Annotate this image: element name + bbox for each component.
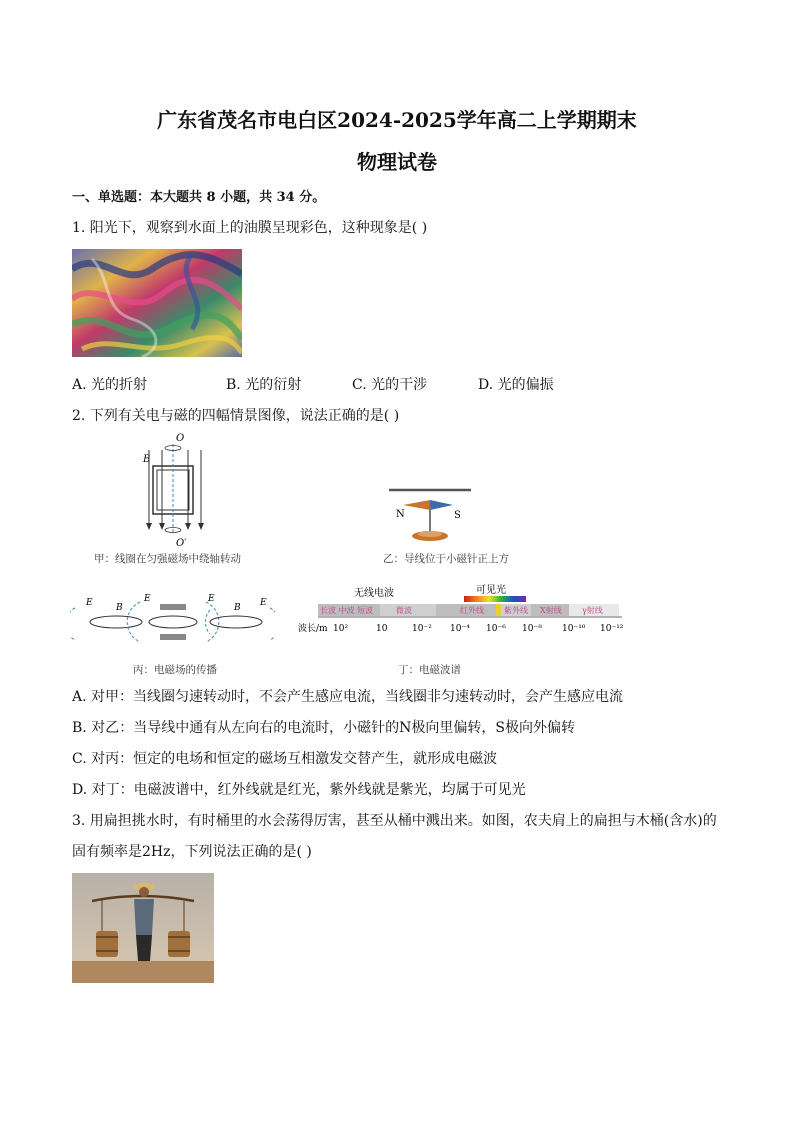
- oil-film-photo: [72, 249, 242, 357]
- svg-text:X射线: X射线: [540, 606, 562, 615]
- svg-text:10⁻⁶: 10⁻⁶: [486, 624, 506, 634]
- figure-ding: [296, 584, 626, 654]
- svg-text:B: B: [234, 603, 241, 613]
- figure-bing: [70, 590, 275, 650]
- caption-ding: 丁：电磁波谱: [398, 664, 461, 676]
- q3-stem-line1: 3. 用扁担挑水时，有时桶里的水会荡得厉害，甚至从桶中溅出来。如图，农夫肩上的扁担与木桶(含水)的: [72, 813, 717, 829]
- q2-option-d[interactable]: D. 对丁：电磁波谱中，红外线就是红光，紫外线就是紫光，均属于可见光: [72, 782, 526, 798]
- label-b: B: [143, 454, 151, 465]
- label-o: O: [176, 433, 185, 444]
- svg-text:10⁻¹⁰: 10⁻¹⁰: [562, 624, 586, 634]
- figure-jia: [140, 430, 220, 548]
- label-visible: 可见光: [476, 585, 506, 596]
- label-radio: 无线电波: [354, 588, 394, 599]
- label-o-prime: O′: [176, 538, 187, 548]
- q1-option-b[interactable]: B. 光的衍射: [226, 377, 302, 393]
- caption-jia: 甲：线圈在匀强磁场中绕轴转动: [94, 553, 241, 565]
- q1-stem: 1. 阳光下，观察到水面上的油膜呈现彩色，这种现象是( ): [72, 220, 428, 236]
- svg-text:10²: 10²: [333, 624, 349, 634]
- caption-yi: 乙：导线位于小磁针正上方: [383, 553, 509, 565]
- q2-option-b[interactable]: B. 对乙：当导线中通有从左向右的电流时，小磁针的N极向里偏转，S极向外偏转: [72, 720, 576, 736]
- label-n: N: [396, 509, 405, 520]
- farmer-photo: [72, 873, 214, 983]
- svg-text:E: E: [86, 598, 93, 608]
- svg-text:红外线: 红外线: [460, 606, 484, 615]
- exam-subtitle: 物理试卷: [357, 150, 437, 174]
- svg-text:E: E: [260, 598, 267, 608]
- svg-text:波长/m: 波长/m: [298, 624, 328, 634]
- svg-text:E: E: [144, 594, 151, 604]
- figure-yi: [385, 486, 475, 546]
- svg-text:γ射线: γ射线: [582, 606, 603, 615]
- section-heading: 一、单选题：本大题共 8 小题，共 34 分。: [72, 190, 326, 205]
- label-s: S: [454, 510, 461, 521]
- exam-title: 广东省茂名市电白区2024-2025学年高二上学期期末: [157, 108, 637, 132]
- svg-text:紫外线: 紫外线: [504, 606, 528, 615]
- svg-text:10⁻⁸: 10⁻⁸: [522, 624, 542, 634]
- svg-text:微波: 微波: [396, 606, 412, 615]
- q1-option-d[interactable]: D. 光的偏振: [478, 377, 554, 393]
- svg-text:10⁻⁴: 10⁻⁴: [450, 624, 470, 634]
- svg-text:长波 中波 短波: 长波 中波 短波: [320, 606, 374, 615]
- q2-option-a[interactable]: A. 对甲：当线圈匀速转动时，不会产生感应电流，当线圈非匀速转动时，会产生感应电流: [72, 689, 624, 705]
- svg-text:10⁻¹²: 10⁻¹²: [600, 624, 624, 634]
- svg-text:10: 10: [376, 624, 388, 634]
- svg-text:10⁻²: 10⁻²: [412, 624, 432, 634]
- svg-text:B: B: [116, 603, 123, 613]
- q2-option-c[interactable]: C. 对丙：恒定的电场和恒定的磁场互相激发交替产生，就形成电磁波: [72, 751, 498, 767]
- q3-stem-line2: 固有频率是2Hz，下列说法正确的是( ): [72, 844, 312, 860]
- svg-text:E: E: [208, 594, 215, 604]
- q1-option-a[interactable]: A. 光的折射: [72, 377, 148, 393]
- q1-option-c[interactable]: C. 光的干涉: [352, 377, 428, 393]
- q2-stem: 2. 下列有关电与磁的四幅情景图像，说法正确的是( ): [72, 408, 400, 424]
- caption-bing: 丙：电磁场的传播: [133, 664, 217, 676]
